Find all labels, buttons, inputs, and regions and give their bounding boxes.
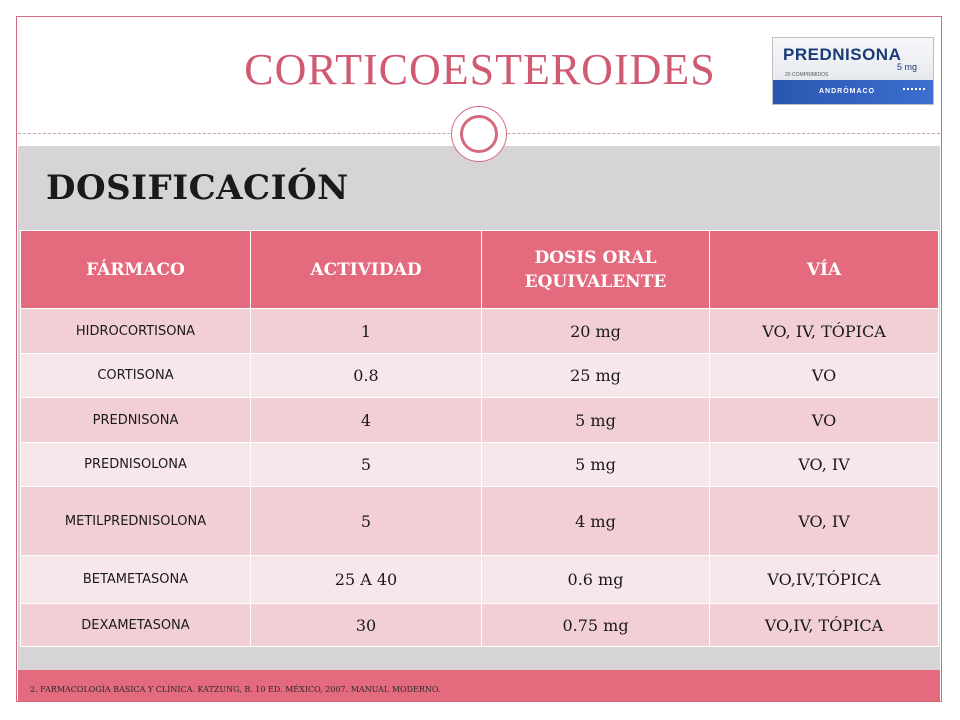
cell-dosis: 0.6 mg [482, 556, 710, 604]
cell-via: VO,IV,TÓPICA [710, 556, 939, 604]
cell-actividad: 4 [251, 398, 482, 443]
cell-dosis: 20 mg [482, 309, 710, 354]
cell-farmaco: PREDNISONA [21, 398, 251, 443]
header-dosis: DOSIS ORAL EQUIVALENTE [482, 231, 710, 309]
table-header-row [21, 231, 939, 309]
cell-dosis: 25 mg [482, 354, 710, 398]
cell-dosis: 5 mg [482, 398, 710, 443]
circle-ornament-inner [460, 115, 498, 153]
prednisona-box-image [772, 37, 934, 105]
cell-actividad: 5 [251, 443, 482, 487]
header-farmaco: FÁRMACO [21, 231, 251, 309]
cell-actividad: 0.8 [251, 354, 482, 398]
cell-via: VO [710, 354, 939, 398]
cell-farmaco: BETAMETASONA [21, 556, 251, 604]
cell-actividad: 25 A 40 [251, 556, 482, 604]
table-row [21, 556, 939, 604]
cell-via: VO, IV [710, 443, 939, 487]
cell-actividad: 1 [251, 309, 482, 354]
footer-citation: 2. FARMACOLOGÍA BASICA Y CLÍNICA. KATZUNG, B. 10 ED. MÉXICO, 2007. MANUAL MODERNO. [30, 685, 441, 694]
table-row [21, 487, 939, 556]
product-dots-decoration [903, 88, 925, 96]
product-small-text: 20 COMPRIMIDOS [785, 72, 829, 78]
header-actividad: ACTIVIDAD [251, 231, 482, 309]
cell-via: VO [710, 398, 939, 443]
product-name: PREDNISONA [783, 45, 902, 64]
product-maker: ANDRÓMACO [819, 88, 876, 95]
table-row [21, 354, 939, 398]
cell-actividad: 5 [251, 487, 482, 556]
cell-via: VO,IV, TÓPICA [710, 604, 939, 647]
table-row [21, 604, 939, 647]
circle-ornament-icon [451, 106, 507, 162]
table-row [21, 309, 939, 354]
cell-dosis: 5 mg [482, 443, 710, 487]
cell-dosis: 0.75 mg [482, 604, 710, 647]
section-subtitle: DOSIFICACIÓN [46, 168, 349, 208]
cell-farmaco: HIDROCORTISONA [21, 309, 251, 354]
cell-farmaco: METILPREDNISOLONA [21, 487, 251, 556]
cell-farmaco: PREDNISOLONA [21, 443, 251, 487]
table-row [21, 443, 939, 487]
slide-title: CORTICOESTEROIDES [244, 45, 716, 94]
cell-farmaco: CORTISONA [21, 354, 251, 398]
product-dose: 5 mg [897, 62, 918, 72]
header-via: VÍA [710, 231, 939, 309]
table-row [21, 398, 939, 443]
cell-via: VO, IV [710, 487, 939, 556]
cell-dosis: 4 mg [482, 487, 710, 556]
dosage-table [20, 230, 939, 647]
cell-farmaco: DEXAMETASONA [21, 604, 251, 647]
cell-actividad: 30 [251, 604, 482, 647]
cell-via: VO, IV, TÓPICA [710, 309, 939, 354]
